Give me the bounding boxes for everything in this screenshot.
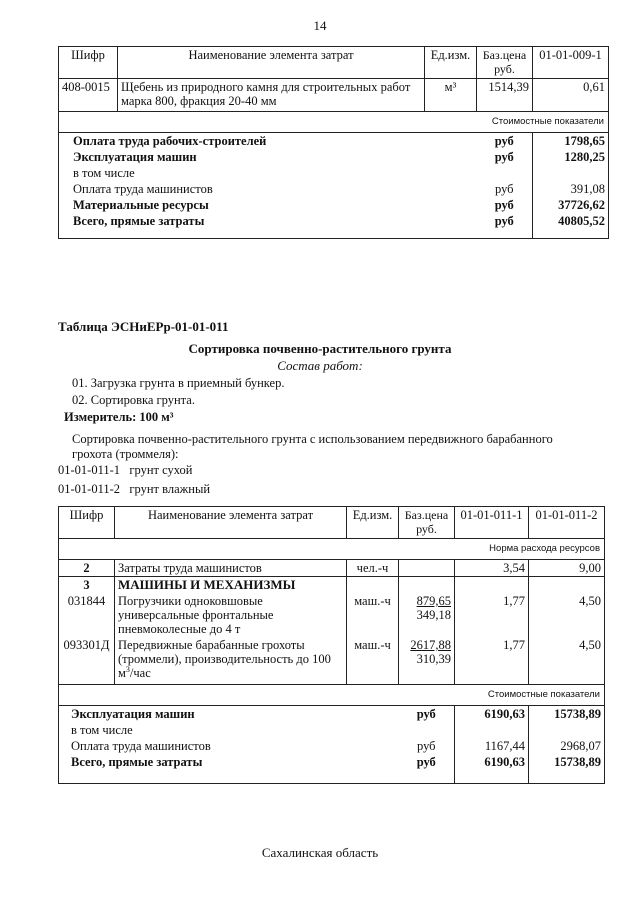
summary-row	[59, 738, 605, 754]
row-price	[399, 593, 455, 637]
row-name: Погрузчики одноковшовые универсальные фронтальные пневмоколесные до 4 т	[115, 593, 347, 637]
section-heading: Сортировка почвенно-растительного грунта	[188, 341, 452, 356]
norm-band-label: Норма расхода ресурсов	[59, 539, 605, 560]
header-unit: Ед.изм.	[425, 47, 477, 79]
machines-heading: МАШИНЫ И МЕХАНИЗМЫ	[115, 577, 347, 594]
variant-text: грунт влажный	[129, 482, 211, 496]
row-unit: маш.-ч	[347, 637, 399, 685]
row-price	[399, 560, 455, 577]
summary-unit: руб	[399, 706, 455, 723]
page-number: 14	[313, 18, 327, 33]
summary-value-2: 2968,07	[529, 738, 605, 754]
cost-band-label: Стоимостные показатели	[59, 685, 605, 706]
summary-value-1: 1167,44	[455, 738, 529, 754]
row-value-1: 1,77	[455, 593, 529, 637]
summary-row	[59, 706, 605, 723]
header-base-price: Баз.цена руб.	[399, 507, 455, 539]
row-unit: чел.-ч	[347, 560, 399, 577]
empty-cell	[455, 577, 529, 594]
summary-value	[533, 165, 609, 181]
empty-cell	[399, 577, 455, 594]
row-name	[115, 637, 347, 685]
summary-label: Оплата труда машинистов	[59, 181, 477, 197]
summary-label: в том числе	[59, 165, 477, 181]
row-value-1: 1,77	[455, 637, 529, 685]
summary-row	[59, 165, 609, 181]
summary-label: Материальные ресурсы	[59, 197, 477, 213]
summary-value: 37726,62	[533, 197, 609, 213]
summary-unit: руб	[477, 197, 533, 213]
empty-cell	[347, 577, 399, 594]
row-name: Затраты труда машинистов	[115, 560, 347, 577]
cost-table-2	[58, 506, 605, 784]
summary-value-2: 15738,89	[529, 706, 605, 723]
variant-code: 01-01-011-1	[58, 463, 121, 477]
cost-table-1	[58, 46, 609, 239]
footer-region: Сахалинская область	[261, 845, 379, 860]
table-row	[59, 637, 605, 685]
summary-value-1: 6190,63	[455, 754, 529, 784]
price-bottom: 310,39	[416, 652, 451, 666]
row-price: 1514,39	[477, 79, 533, 112]
measure-unit: Измеритель: 100 м³	[64, 410, 174, 424]
summary-value: 1280,25	[533, 149, 609, 165]
summary-row	[59, 181, 609, 197]
summary-row	[59, 197, 609, 213]
description-line: Сортировка почвенно-растительного грунта с использованием передвижного барабанного	[72, 432, 553, 446]
summary-label: Оплата труда рабочих-строителей	[59, 133, 477, 150]
summary-unit: руб	[399, 754, 455, 784]
row-code: 408-0015	[59, 79, 118, 112]
header-unit: Ед.изм.	[347, 507, 399, 539]
row-code: 3	[59, 577, 115, 594]
summary-value: 1798,65	[533, 133, 609, 150]
row-value-1: 3,54	[455, 560, 529, 577]
header-col1: 01-01-011-1	[455, 507, 529, 539]
variant-item	[58, 462, 193, 478]
step-item: 02. Сортировка грунта.	[72, 393, 195, 407]
summary-label: Оплата труда машинистов	[59, 738, 399, 754]
summary-unit: руб	[477, 133, 533, 150]
row-name: Щебень из природного камня для строительных работ марка 800, фракция 20-40 мм	[118, 79, 425, 112]
header-col1: 01-01-009-1	[533, 47, 609, 79]
summary-unit: руб	[477, 213, 533, 239]
variant-code: 01-01-011-2	[58, 482, 121, 496]
variant-item	[58, 481, 210, 497]
price-bottom: 349,18	[416, 608, 451, 622]
row-code: 2	[59, 560, 115, 577]
row-price	[399, 637, 455, 685]
summary-value: 391,08	[533, 181, 609, 197]
cost-band-label: Стоимостные показатели	[59, 112, 609, 133]
row-value-2: 4,50	[529, 637, 605, 685]
summary-row	[59, 213, 609, 239]
summary-row	[59, 754, 605, 784]
table-title: Таблица ЭСНиЕРр-01-01-011	[58, 319, 229, 334]
summary-unit	[477, 165, 533, 181]
variant-text: грунт сухой	[129, 463, 193, 477]
summary-label: Всего, прямые затраты	[59, 213, 477, 239]
summary-value-2	[529, 722, 605, 738]
price-top: 2617,88	[410, 638, 451, 652]
summary-value: 40805,52	[533, 213, 609, 239]
empty-cell	[529, 577, 605, 594]
summary-label: Всего, прямые затраты	[59, 754, 399, 784]
row-value-2: 9,00	[529, 560, 605, 577]
header-name: Наименование элемента затрат	[115, 507, 347, 539]
header-code: Шифр	[59, 47, 118, 79]
table-row	[59, 79, 609, 112]
table-row	[59, 593, 605, 637]
summary-row	[59, 133, 609, 150]
summary-label: Эксплуатация машин	[59, 706, 399, 723]
header-base-price-label: Баз.цена руб.	[482, 48, 527, 76]
summary-unit: руб	[477, 181, 533, 197]
summary-unit: руб	[399, 738, 455, 754]
row-name-text: Передвижные барабанные грохоты (троммели), производительность до 100	[118, 638, 331, 666]
header-code: Шифр	[59, 507, 115, 539]
header-base-price	[477, 47, 533, 79]
row-name-tail: /час	[129, 666, 151, 680]
table-row	[59, 560, 605, 577]
row-code: 093301Д	[59, 637, 115, 685]
header-name: Наименование элемента затрат	[118, 47, 425, 79]
summary-value-2: 15738,89	[529, 754, 605, 784]
row-name-sup: 3	[125, 664, 130, 674]
row-value: 0,61	[533, 79, 609, 112]
summary-row	[59, 149, 609, 165]
step-item: 01. Загрузка грунта в приемный бункер.	[72, 376, 285, 390]
summary-value-1	[455, 722, 529, 738]
summary-row	[59, 722, 605, 738]
summary-unit	[399, 722, 455, 738]
row-code: 031844	[59, 593, 115, 637]
row-value-2: 4,50	[529, 593, 605, 637]
row-unit: м³	[425, 79, 477, 112]
row-name-unit: м	[118, 666, 126, 680]
price-top: 879,65	[416, 594, 451, 608]
table-row	[59, 577, 605, 594]
summary-label: Эксплуатация машин	[59, 149, 477, 165]
row-unit: маш.-ч	[347, 593, 399, 637]
summary-label: в том числе	[59, 722, 399, 738]
summary-unit: руб	[477, 149, 533, 165]
description-line: грохота (троммеля):	[72, 447, 179, 461]
summary-value-1: 6190,63	[455, 706, 529, 723]
header-col2: 01-01-011-2	[529, 507, 605, 539]
composition-label: Состав работ:	[277, 358, 363, 373]
